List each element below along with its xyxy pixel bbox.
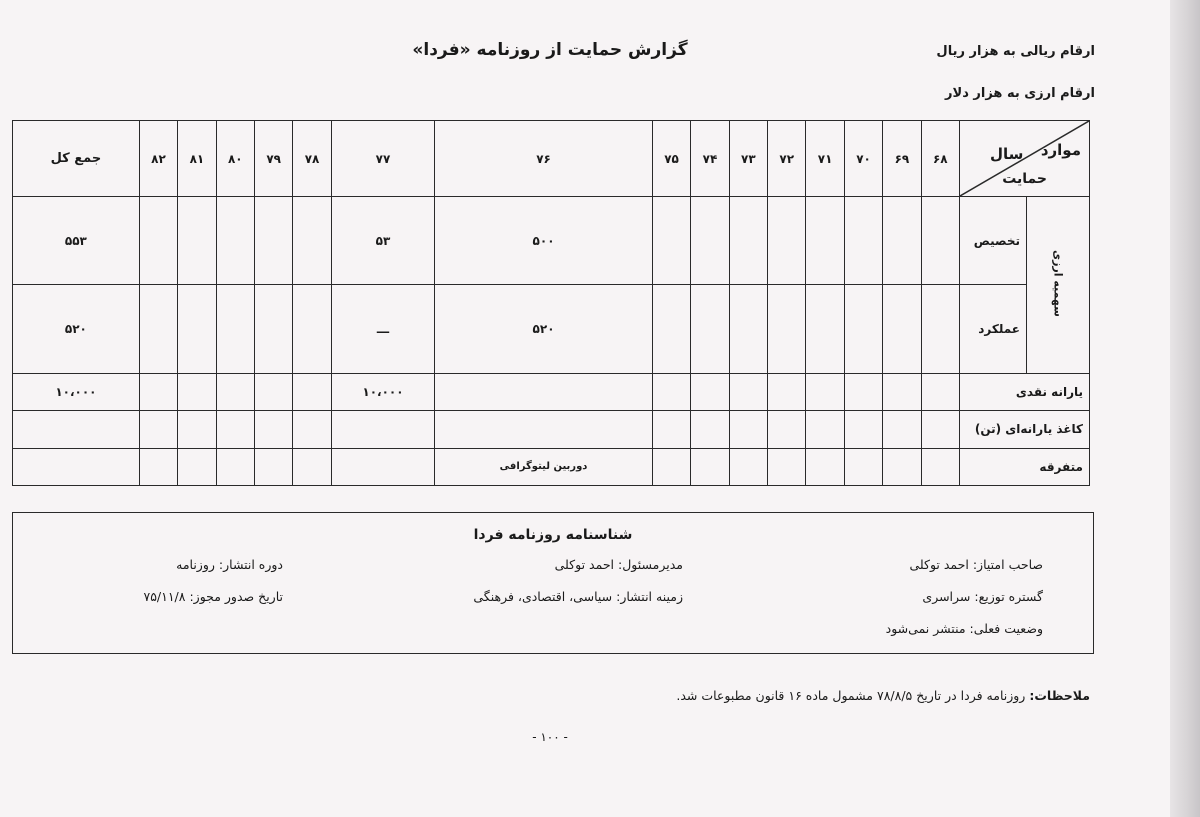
table-cell: [883, 411, 921, 448]
table-cell: [806, 197, 844, 285]
table-cell: [139, 197, 177, 285]
table-cell: [254, 411, 292, 448]
table-cell: [178, 448, 216, 485]
table-cell: [768, 373, 806, 410]
table-cell: [806, 373, 844, 410]
table-cell: [293, 197, 331, 285]
table-cell: [921, 411, 959, 448]
year-header: ۷۵: [652, 121, 690, 197]
table-cell: [729, 197, 767, 285]
year-header: ۷۹: [254, 121, 292, 197]
year-header: ۷۶: [435, 121, 653, 197]
table-cell: [806, 411, 844, 448]
table-cell: دوربین لیتوگرافی: [435, 448, 653, 485]
page-title: گزارش حمایت از روزنامه «فردا»: [412, 40, 688, 60]
total-header: جمع کل: [13, 121, 140, 197]
table-cell: [216, 448, 254, 485]
manager-field: مدیرمسئول: احمد توکلی: [554, 557, 683, 572]
row-label: کاغذ یارانه‌ای (تن): [960, 411, 1090, 448]
table-cell: [435, 373, 653, 410]
table-cell: [293, 285, 331, 373]
corner-header-cell: [960, 121, 1090, 197]
row-label: تخصیص: [960, 197, 1027, 285]
period-field: دوره انتشار: روزنامه: [176, 557, 283, 572]
table-cell: [691, 448, 729, 485]
total-cell: [13, 448, 140, 485]
corner-label-year: سال: [990, 145, 1024, 163]
table-cell: ۵۳: [331, 197, 434, 285]
table-cell: [652, 197, 690, 285]
row-label: عملکرد: [960, 285, 1027, 373]
table-cell: [729, 448, 767, 485]
rial-unit-note: ارقام ریالی به هزار ریال: [936, 44, 1095, 59]
table-cell: [691, 285, 729, 373]
remarks-text: روزنامه فردا در تاریخ ۷۸/۸/۵ مشمول ماده ۱۶ قانون مطبوعات شد.: [676, 688, 1026, 703]
year-header: ۷۴: [691, 121, 729, 197]
identity-title: شناسنامه روزنامه فردا: [473, 527, 633, 543]
table-cell: [883, 197, 921, 285]
newspaper-identity-box: [12, 512, 1094, 654]
total-cell: ۵۲۰: [13, 285, 140, 373]
table-cell: ـــ: [331, 285, 434, 373]
table-cell: [652, 448, 690, 485]
owner-field: صاحب امتیاز: احمد توکلی: [909, 557, 1043, 572]
table-cell: [921, 197, 959, 285]
year-header: ۸۰: [216, 121, 254, 197]
table-cell: [254, 197, 292, 285]
table-cell: [921, 448, 959, 485]
row-label: متفرقه: [960, 448, 1090, 485]
table-row: [13, 197, 1090, 285]
year-header: ۸۲: [139, 121, 177, 197]
table-cell: [883, 373, 921, 410]
table-cell: ۵۰۰: [435, 197, 653, 285]
table-cell: [883, 285, 921, 373]
year-header: ۶۸: [921, 121, 959, 197]
table-row: [13, 373, 1090, 410]
support-table: [12, 120, 1090, 486]
field-of-publication: زمینه انتشار: سیاسی، اقتصادی، فرهنگی: [473, 589, 683, 604]
total-cell: ۵۵۳: [13, 197, 140, 285]
currency-unit-note: ارقام ارزی به هزار دلار: [945, 86, 1095, 101]
table-cell: [254, 285, 292, 373]
table-cell: [293, 411, 331, 448]
table-cell: [139, 448, 177, 485]
page-number: - ۱۰۰ -: [532, 730, 568, 744]
table-cell: [139, 285, 177, 373]
table-cell: [729, 411, 767, 448]
table-cell: [139, 411, 177, 448]
table-cell: [806, 285, 844, 373]
year-header: ۷۳: [729, 121, 767, 197]
table-cell: [691, 373, 729, 410]
table-cell: [806, 448, 844, 485]
table-cell: [921, 285, 959, 373]
total-cell: ۱۰،۰۰۰: [13, 373, 140, 410]
table-cell: [768, 448, 806, 485]
table-cell: [216, 373, 254, 410]
corner-label-support: حمایت: [1002, 171, 1047, 187]
table-header-row: [13, 121, 1090, 197]
distribution-field: گستره توزیع: سراسری: [922, 589, 1043, 604]
table-cell: [844, 373, 882, 410]
table-cell: [844, 448, 882, 485]
table-cell: [691, 411, 729, 448]
year-header: ۷۱: [806, 121, 844, 197]
table-cell: [768, 197, 806, 285]
table-cell: [216, 411, 254, 448]
table-cell: [652, 373, 690, 410]
year-header: ۷۷: [331, 121, 434, 197]
table-cell: [178, 285, 216, 373]
table-cell: [652, 285, 690, 373]
table-cell: [254, 373, 292, 410]
table-cell: [729, 373, 767, 410]
table-cell: [844, 285, 882, 373]
table-row: [13, 285, 1090, 373]
remarks-label: ملاحظات:: [1029, 688, 1090, 703]
table-cell: [652, 411, 690, 448]
remarks: [560, 688, 1090, 703]
year-header: ۶۹: [883, 121, 921, 197]
table-cell: [729, 285, 767, 373]
table-cell: [768, 285, 806, 373]
table-cell: [435, 411, 653, 448]
year-header: ۷۰: [844, 121, 882, 197]
year-header: ۸۱: [178, 121, 216, 197]
page-edge: [1168, 0, 1200, 817]
currency-quota-label: سهمیه ارزی: [1051, 249, 1065, 317]
table-cell: [691, 197, 729, 285]
table-cell: [883, 448, 921, 485]
table-cell: [331, 448, 434, 485]
table-cell: [921, 373, 959, 410]
table-cell: [178, 411, 216, 448]
table-cell: ۱۰،۰۰۰: [331, 373, 434, 410]
table-row: [13, 411, 1090, 448]
status-field: وضعیت فعلی: منتشر نمی‌شود: [885, 621, 1043, 636]
table-cell: [178, 373, 216, 410]
table-cell: [844, 197, 882, 285]
corner-label-items: موارد: [1040, 141, 1081, 159]
table-cell: [254, 448, 292, 485]
table-cell: [331, 411, 434, 448]
table-cell: ۵۲۰: [435, 285, 653, 373]
year-header: ۷۲: [768, 121, 806, 197]
table-row: [13, 448, 1090, 485]
row-label: یارانه نقدی: [960, 373, 1090, 410]
table-cell: [139, 373, 177, 410]
table-cell: [768, 411, 806, 448]
table-cell: [293, 373, 331, 410]
year-header: ۷۸: [293, 121, 331, 197]
table-cell: [293, 448, 331, 485]
row-group-label: [1027, 197, 1090, 374]
license-date-field: تاریخ صدور مجوز: ۷۵/۱۱/۸: [143, 589, 283, 604]
table-cell: [216, 285, 254, 373]
total-cell: [13, 411, 140, 448]
table-cell: [216, 197, 254, 285]
table-cell: [178, 197, 216, 285]
table-cell: [844, 411, 882, 448]
